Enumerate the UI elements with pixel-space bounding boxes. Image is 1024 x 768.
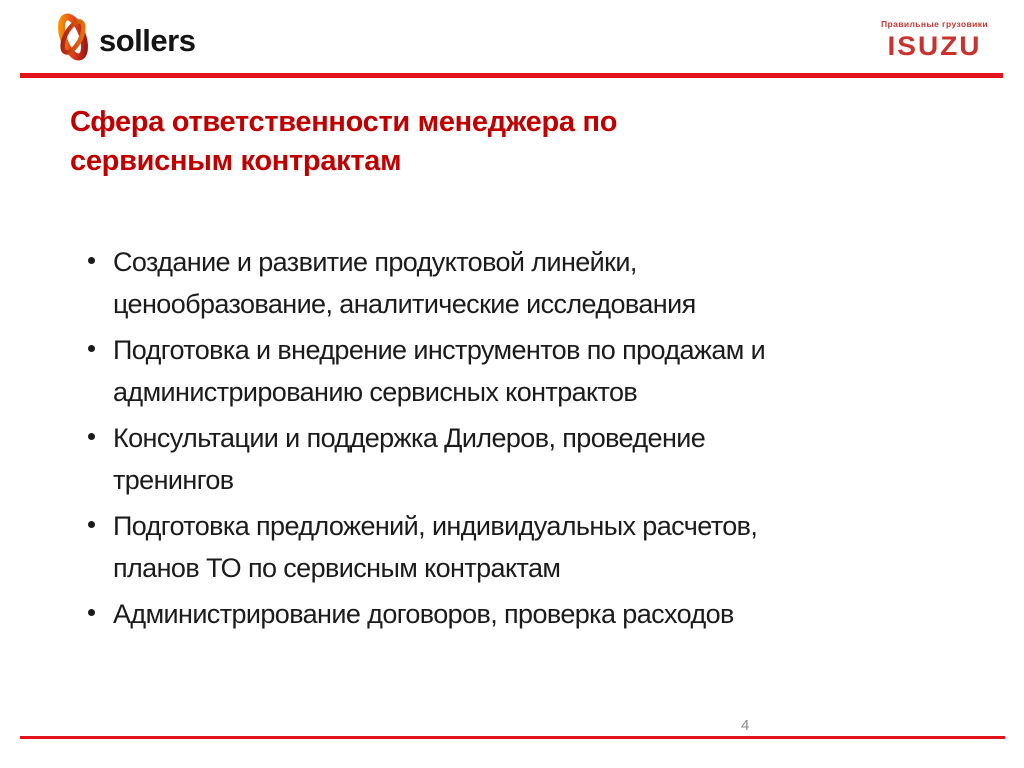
bullet-text-line: ценообразование, аналитические исследования — [113, 289, 696, 319]
bullet-text — [113, 241, 696, 325]
bullet-icon — [88, 609, 95, 616]
bullet-icon — [88, 257, 95, 264]
bullet-text-line: Подготовка предложений, индивидуальных расчетов, — [113, 511, 758, 541]
bullet-text-line: Консультации и поддержка Дилеров, проведение — [113, 423, 706, 453]
slide-title-line-1: Сфера ответственности менеджера по — [70, 106, 618, 138]
page-number: 4 — [741, 717, 750, 734]
list-item — [88, 241, 765, 325]
bullet-icon — [88, 433, 95, 440]
list-item — [88, 417, 765, 501]
bullet-text-line: Подготовка и внедрение инструментов по продажам и — [113, 335, 766, 365]
bullet-text — [113, 329, 765, 413]
list-item — [88, 329, 765, 413]
sollers-logo — [57, 11, 195, 63]
bullet-text — [113, 417, 705, 501]
bullet-icon — [88, 345, 95, 352]
sollers-swirl-icon — [57, 11, 89, 63]
sollers-logo-text: sollers — [99, 23, 196, 58]
slide-title — [70, 103, 617, 181]
bullet-icon — [88, 521, 95, 528]
bullet-text — [113, 593, 734, 635]
isuzu-logo — [881, 19, 988, 63]
bullet-text-line: администрированию сервисных контрактов — [113, 377, 638, 407]
bullet-text — [113, 505, 757, 589]
bullet-text-line: планов ТО по сервисным контрактам — [113, 553, 561, 583]
bullet-list — [88, 241, 765, 639]
top-divider-line — [20, 73, 1003, 78]
bullet-text-line: тренингов — [113, 465, 234, 495]
bullet-text-line: Администрирование договоров, проверка расходов — [113, 599, 734, 629]
isuzu-tagline-text: Правильные грузовики — [881, 19, 988, 29]
slide-title-line-2: сервисным контрактам — [70, 145, 402, 177]
bottom-divider-line — [20, 736, 1005, 739]
bullet-text-line: Создание и развитие продуктовой линейки, — [113, 247, 637, 277]
list-item — [88, 505, 765, 589]
list-item — [88, 593, 765, 635]
isuzu-logo-text: ISUZU — [887, 31, 982, 61]
